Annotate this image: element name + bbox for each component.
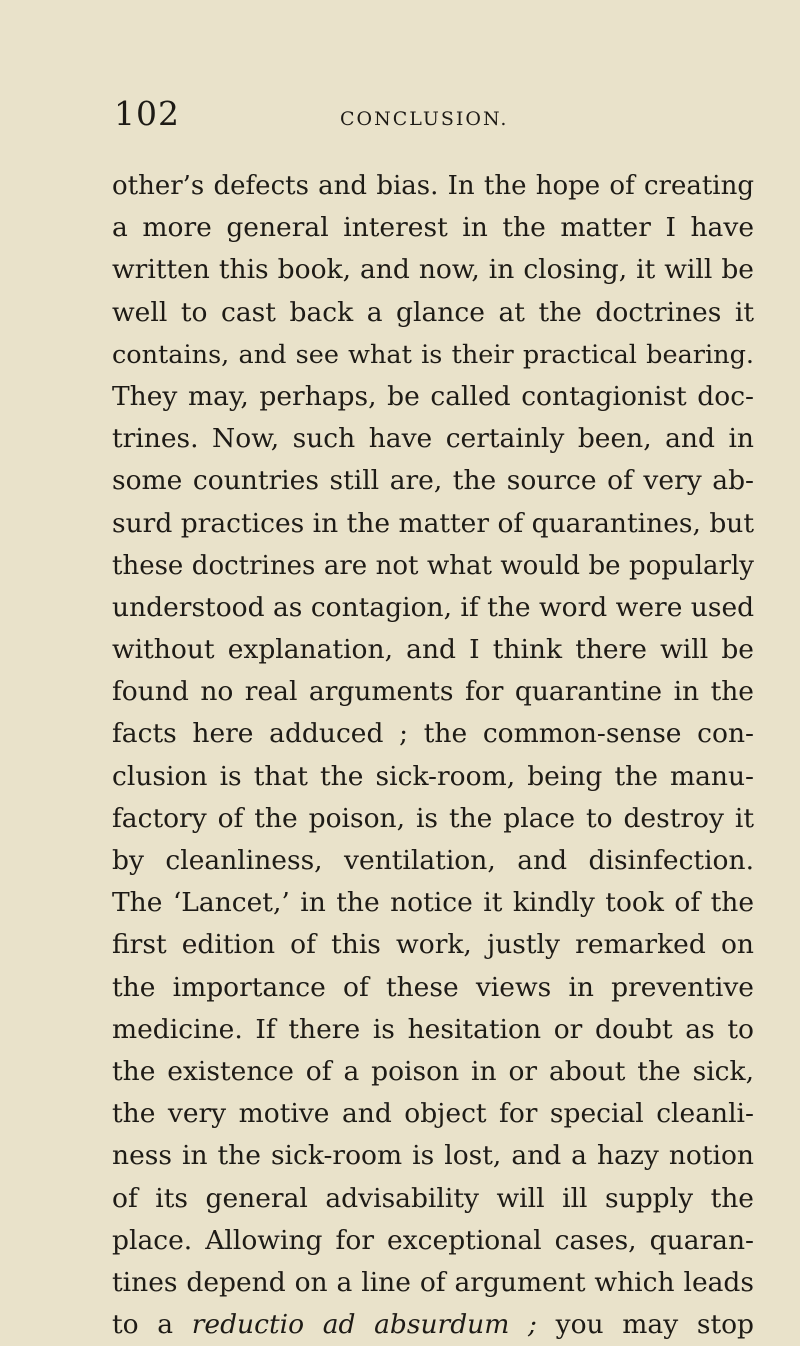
text-line: trines. Now, such have certainly been, and in — [112, 423, 754, 455]
text-line: these doctrines are not what would be popularly — [112, 550, 754, 581]
text-line: by cleanliness, ventilation, and disinfection. — [112, 845, 754, 876]
body-text — [112, 165, 754, 1346]
text-line: contains, and see what is their practical bearing. — [112, 339, 754, 370]
text-fragment: to a — [112, 1309, 192, 1341]
text-line: They may, perhaps, be called contagionist doc- — [112, 380, 754, 412]
text-line: place. Allowing for exceptional cases, quaran- — [112, 1224, 754, 1256]
text-line: written this book, and now, in closing, it will be — [112, 254, 754, 286]
text-line: the importance of these views in preventive — [112, 971, 754, 1003]
text-line: the very motive and object for special cleanli- — [112, 1098, 754, 1130]
text-line: factory of the poison, is the place to destroy it — [112, 802, 754, 834]
text-line: found no real arguments for quarantine in the — [112, 676, 754, 708]
italic-phrase: reductio ad absurdum ; — [191, 1309, 537, 1341]
text-line: well to cast back a glance at the doctrines it — [112, 296, 754, 328]
text-line: without explanation, and I think there will be — [112, 634, 754, 666]
text-line: clusion is that the sick-room, being the manu- — [112, 760, 754, 792]
text-line: facts here adduced ; the common-sense con- — [112, 718, 754, 750]
text-line: other’s defects and bias. In the hope of creating — [112, 171, 754, 201]
page-header — [114, 96, 754, 146]
running-head: CONCLUSION. — [340, 108, 509, 130]
text-line-last — [112, 1304, 754, 1346]
text-fragment: you may stop — [536, 1309, 755, 1341]
text-line: surd practices in the matter of quarantines, but — [112, 507, 755, 539]
text-line: a more general interest in the matter I have — [112, 212, 754, 244]
text-line: The ‘Lancet,’ in the notice it kindly took of the — [112, 887, 754, 919]
text-line: understood as contagion, if the word were used — [112, 591, 755, 623]
text-line: medicine. If there is hesitation or doubt as to — [112, 1013, 754, 1045]
text-line: first edition of this work, justly remarked on — [112, 929, 754, 961]
text-line: some countries still are, the source of very ab- — [112, 465, 754, 497]
text-line: tines depend on a line of argument which leads — [112, 1266, 754, 1298]
page-number: 102 — [114, 94, 180, 133]
text-line: the existence of a poison in or about the sick, — [112, 1055, 754, 1087]
text-line: of its general advisability will ill supply the — [112, 1182, 754, 1214]
text-line: ness in the sick-room is lost, and a hazy notion — [112, 1140, 754, 1172]
